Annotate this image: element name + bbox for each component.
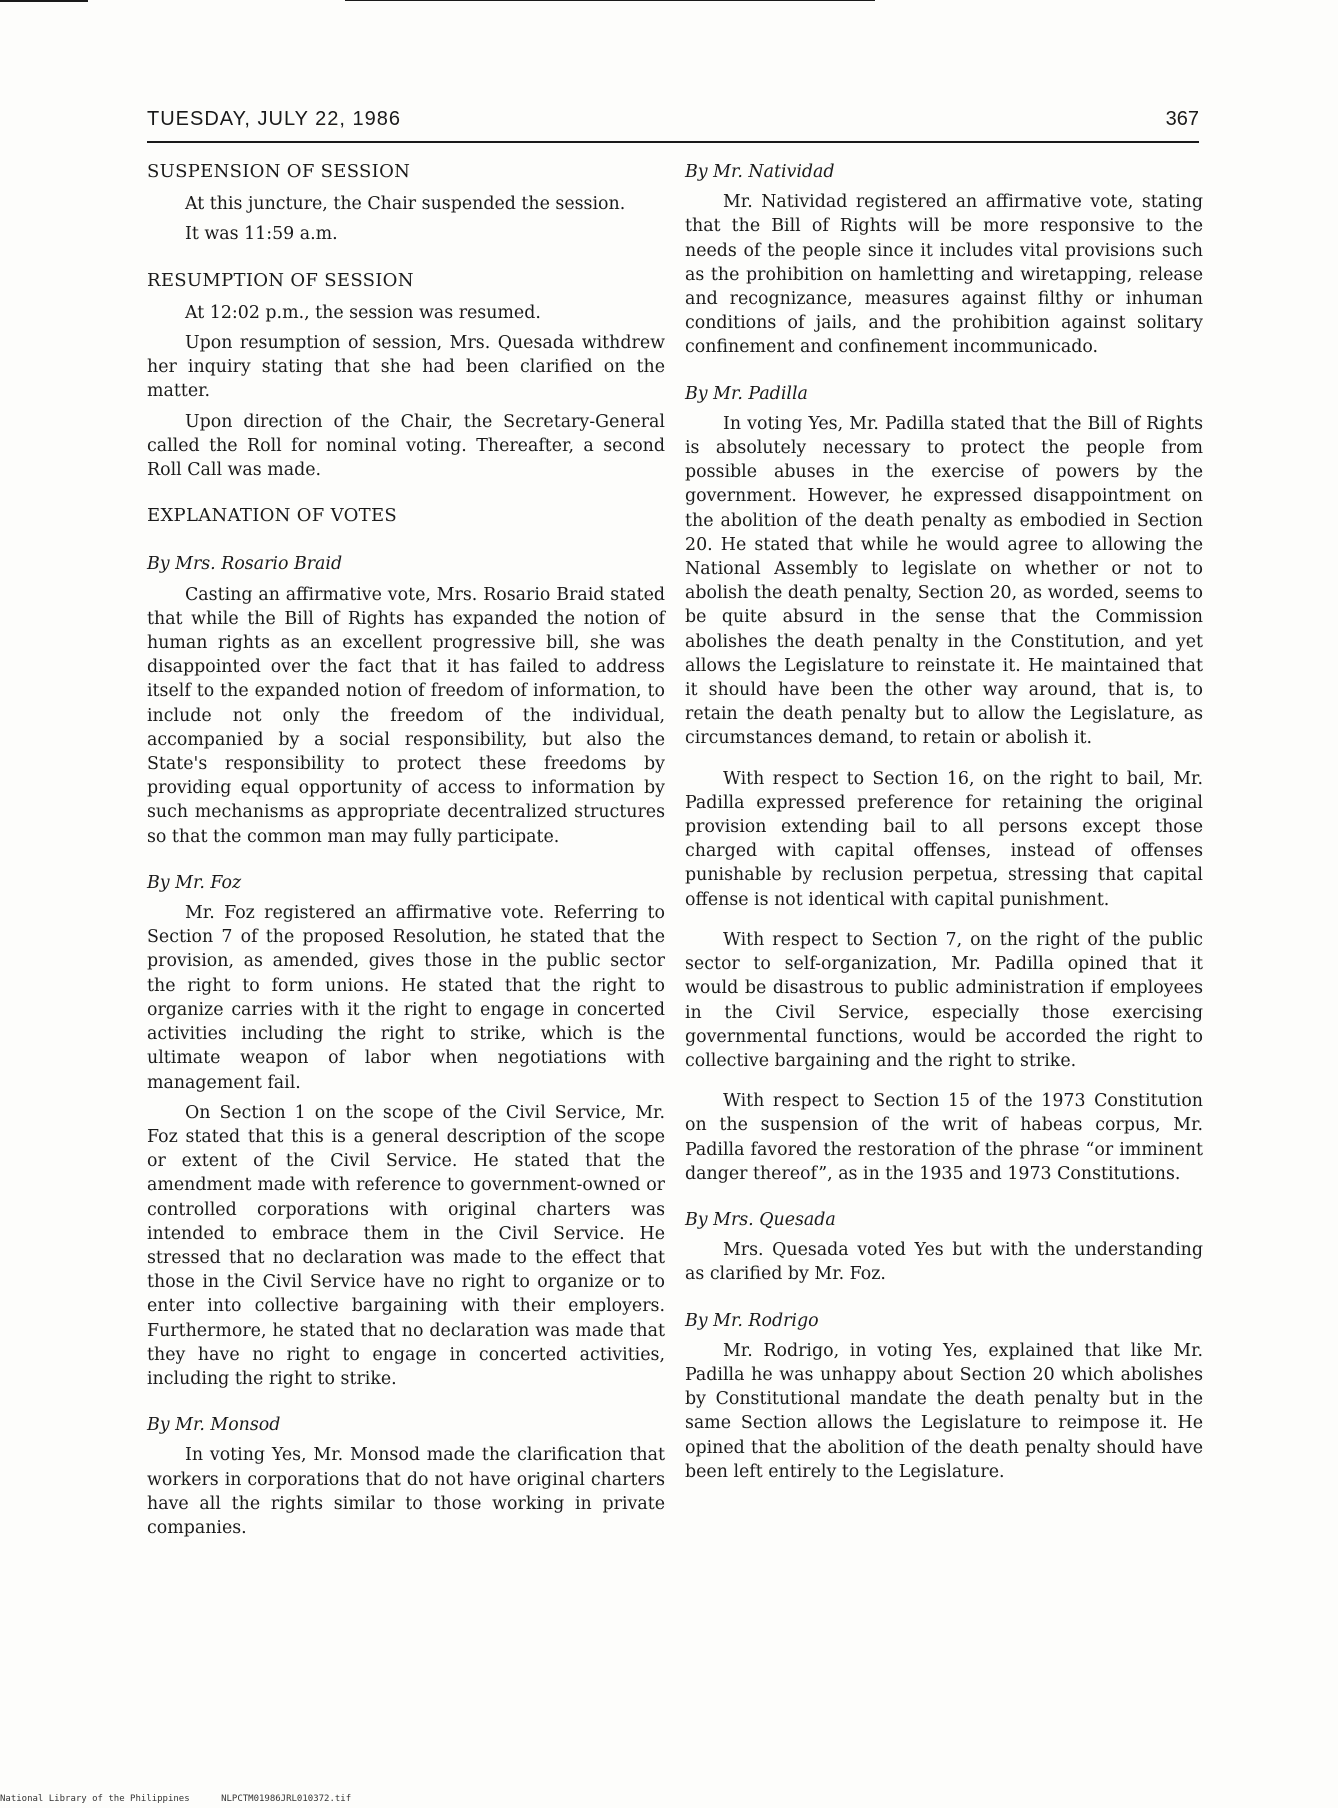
scan-footer <box>0 1794 377 1804</box>
speaker-byline: By Mr. Foz <box>147 872 242 893</box>
scan-edge-mark <box>0 0 88 2</box>
page-number: 367 <box>1165 108 1199 130</box>
section-heading: EXPLANATION OF VOTES <box>147 505 398 527</box>
paragraph: At this juncture, the Chair suspended the session. <box>185 194 626 215</box>
paragraph: Mr. Natividad registered an affirmative vote, stating that the Bill of Rights will be more responsive to the needs of the people since it includes vital provisions such as the prohibition on hamletting and wiretapping, release and recognizance, measures against filthy or inhuman conditions of jails, and the prohibition against solitary confinement and confinement incommunicado. <box>685 192 1203 358</box>
speaker-byline: By Mr. Rodrigo <box>685 1310 819 1331</box>
paragraph: It was 11:59 a.m. <box>185 224 338 245</box>
paragraph: In voting Yes, Mr. Monsod made the clarification that workers in corporations that do not have original charters have all the rights similar to those working in private companies. <box>147 1445 665 1538</box>
paragraph: Casting an affirmative vote, Mrs. Rosario Braid stated that while the Bill of Rights has expanded the notion of human rights as an excellent progressive bill, she was disappointed over the fact that it has failed to address itself to the expanded notion of freedom of information, to include not only the freedom of the individual, accompanied by a social responsibility, but also the State's responsibility to protect these freedoms by providing equal opportunity of access to information by such mechanisms as appropriate decentralized structures so that the common man may fully participate. <box>147 584 665 847</box>
paragraph: On Section 1 on the scope of the Civil Service, Mr. Foz stated that this is a general description of the scope or extent of the Civil Service. He stated that the amendment made with reference to government-owned or controlled corporations with original charters was intended to embrace them in the Civil Service. He stressed that no declaration was made to the effect that those in the Civil Service have no right to organize or to enter into collective bargaining with their employers. Furthermore, he stated that no declaration was made that they have no right to engage in concerted activities, including the right to strike. <box>147 1102 665 1389</box>
header-date: TUESDAY, JULY 22, 1986 <box>147 108 401 130</box>
speaker-byline: By Mr. Natividad <box>685 162 835 182</box>
speaker-byline: By Mrs. Quesada <box>685 1209 836 1230</box>
section-heading: SUSPENSION OF SESSION <box>147 161 411 182</box>
page-header <box>147 108 1199 142</box>
header-rule <box>147 141 1199 143</box>
speaker-byline: By Mrs. Rosario Braid <box>147 554 343 575</box>
paragraph: Upon resumption of session, Mrs. Quesada withdrew her inquiry stating that she had been clarified on the matter. <box>147 333 665 402</box>
speaker-byline: By Mr. Monsod <box>147 1415 281 1436</box>
section-heading: RESUMPTION OF SESSION <box>147 269 414 291</box>
paragraph: With respect to Section 16, on the right to bail, Mr. Padilla expressed preference for retaining the original provision extending bail to all persons except those charged with capital offenses, instead of offenses punishable by reclusion perpetua, stressing that capital offense is not identical with capital punishment. <box>685 768 1203 910</box>
paragraph: With respect to Section 15 of the 1973 Constitution on the suspension of the writ of habeas corpus, Mr. Padilla favored the restoration of the phrase “or imminent danger thereof”, as in the 1935 and 1973 Constitutions. <box>685 1091 1203 1184</box>
paragraph: Mr. Rodrigo, in voting Yes, explained that like Mr. Padilla he was unhappy about Section 20 which abolishes by Constitutional mandate the death penalty but in the same Section allows the Legislature to reimpose it. He opined that the abolition of the death penalty should have been left entirely to the Legislature. <box>685 1340 1203 1482</box>
paragraph: Mrs. Quesada voted Yes but with the understanding as clarified by Mr. Foz. <box>685 1240 1203 1285</box>
speaker-byline: By Mr. Padilla <box>685 383 808 404</box>
footer-file-id: NLPCTM01986JRL010372.tif <box>221 1794 352 1804</box>
paragraph: Upon direction of the Chair, the Secretary-General called the Roll for nominal voting. Thereafter, a second Roll Call was made. <box>147 411 665 481</box>
scan-edge-mark <box>345 0 875 1</box>
paragraph: Mr. Foz registered an affirmative vote. Referring to Section 7 of the proposed Resolution, he stated that the provision, as amended, gives those in the public sector the right to form unions. He stated that the right to organize carries with it the right to engage in concerted activities including the right to strike, which is the ultimate weapon of labor when negotiations with management fail. <box>147 903 665 1093</box>
left-column <box>147 160 665 1546</box>
paragraph: In voting Yes, Mr. Padilla stated that the Bill of Rights is absolutely necessary to protect the people from possible abuses in the exercise of powers by the government. However, he expressed disappointment on the abolition of the death penalty as embodied in Section 20. He stated that while he would agree to allowing the National Assembly to legislate on whether or not to abolish the death penalty, Section 20, as worded, seems to be quite absurd in the sense that the Commission abolishes the death penalty in the Constitution, and yet allows the Legislature to reinstate it. He maintained that it should have been the other way around, that is, to retain the death penalty but to allow the Legislature, as circumstances demand, to retain or abolish it. <box>685 413 1203 749</box>
paragraph: At 12:02 p.m., the session was resumed. <box>185 302 541 323</box>
footer-library: National Library of the Philippines <box>0 1794 190 1804</box>
right-column <box>685 160 1203 1490</box>
paragraph: With respect to Section 7, on the right of the public sector to self-organization, Mr. Padilla opined that it would be disastrous to public administration if employees in the Civil Service, especially those exercising governmental functions, would be accorded the right to collective bargaining and the right to strike. <box>685 929 1203 1071</box>
